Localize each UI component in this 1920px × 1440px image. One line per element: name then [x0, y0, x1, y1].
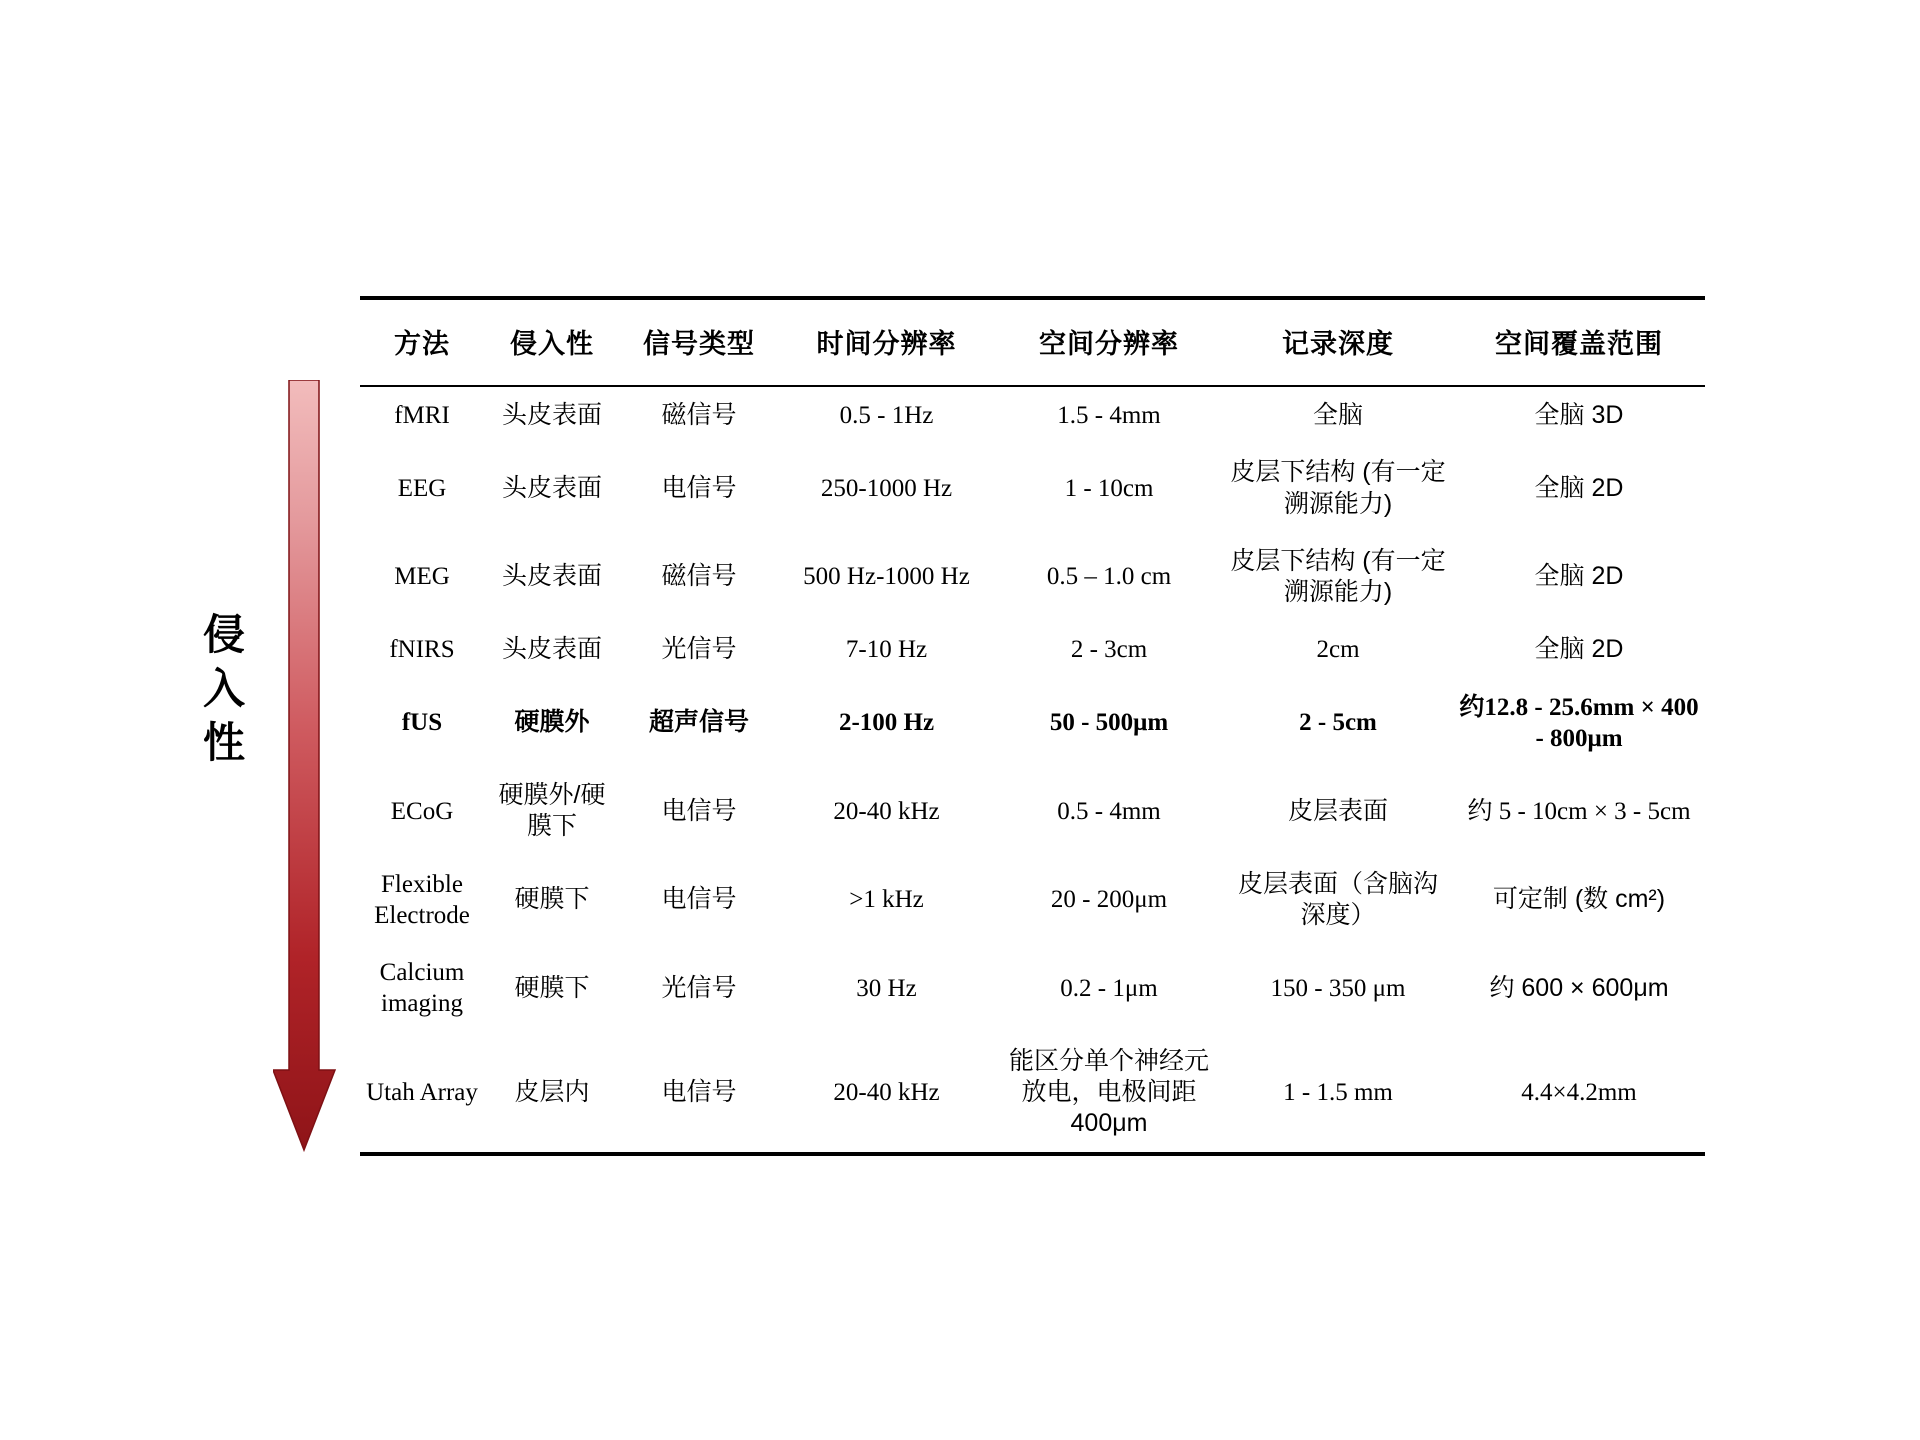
cell-method: ECoG [390, 797, 454, 825]
cell-invasiveness: 硬膜下 [514, 885, 590, 914]
cell-invasiveness: 头皮表面 [501, 562, 602, 591]
column-header-temporal-resolution: 时间分辨率 [816, 329, 957, 359]
cell-spatial-coverage: 约 600 × 600μm [1489, 973, 1669, 1002]
cell-spatial-resolution: 0.2 - 1μm [1060, 974, 1158, 1002]
cell-temporal-resolution: 2-100 Hz [838, 709, 935, 737]
comparison-table [360, 296, 1705, 1156]
cell-method: Calcium imaging [379, 959, 465, 1018]
cell-recording-depth: 皮层表面 [1287, 796, 1388, 825]
cell-invasiveness: 硬膜外/硬膜下 [498, 781, 606, 841]
cell-temporal-resolution: 20-40 kHz [833, 1078, 940, 1106]
cell-method: Utah Array [366, 1078, 478, 1106]
cell-spatial-resolution: 能区分单个神经元放电，电极间距400μm [1008, 1046, 1209, 1137]
cell-temporal-resolution: 20-40 kHz [833, 797, 940, 825]
cell-invasiveness: 头皮表面 [501, 635, 602, 664]
table-row [360, 856, 1705, 945]
table-header [360, 298, 1705, 386]
cell-spatial-resolution: 1.5 - 4mm [1057, 402, 1161, 429]
cell-temporal-resolution: 500 Hz-1000 Hz [803, 563, 970, 591]
cell-signal-type: 磁信号 [661, 401, 737, 429]
cell-temporal-resolution: 250-1000 Hz [820, 474, 953, 502]
cell-spatial-coverage: 全脑 2D [1534, 562, 1624, 591]
cell-signal-type: 磁信号 [661, 562, 737, 591]
cell-spatial-coverage: 全脑 2D [1534, 473, 1624, 502]
cell-spatial-coverage: 全脑 2D [1534, 635, 1624, 664]
cell-recording-depth: 皮层下结构 (有一定溯源能力) [1230, 458, 1446, 518]
column-header-signal-type: 信号类型 [643, 329, 755, 359]
cell-recording-depth: 皮层表面（含脑沟深度） [1237, 869, 1438, 929]
axis-label: 侵入性 [202, 613, 247, 767]
cell-recording-depth: 皮层下结构 (有一定溯源能力) [1230, 546, 1446, 606]
cell-temporal-resolution: 0.5 - 1Hz [839, 402, 934, 429]
cell-recording-depth: 全脑 [1312, 401, 1363, 429]
cell-invasiveness: 皮层内 [514, 1077, 590, 1106]
cell-spatial-resolution: 20 - 200μm [1050, 886, 1168, 914]
table-row-highlighted [360, 679, 1705, 768]
cell-spatial-resolution: 0.5 – 1.0 cm [1046, 563, 1172, 591]
cell-recording-depth: 150 - 350 μm [1270, 974, 1406, 1002]
cell-recording-depth: 2 - 5cm [1299, 709, 1377, 737]
table-header-row [360, 298, 1705, 386]
table-body [360, 386, 1705, 1154]
cell-signal-type: 电信号 [661, 885, 737, 914]
cell-method: fUS [401, 709, 443, 737]
cell-temporal-resolution: 7-10 Hz [845, 636, 928, 664]
cell-method: fMRI [394, 402, 450, 429]
cell-recording-depth: 1 - 1.5 mm [1283, 1078, 1393, 1106]
invasiveness-axis [195, 380, 355, 1160]
cell-temporal-resolution: 30 Hz [856, 974, 917, 1002]
cell-spatial-resolution: 2 - 3cm [1070, 636, 1148, 664]
column-header-spatial-coverage: 空间覆盖范围 [1495, 329, 1663, 359]
table-row [360, 1033, 1705, 1155]
cell-method: EEG [397, 474, 447, 502]
cell-spatial-coverage: 约 5 - 10cm × 3 - 5cm [1467, 797, 1691, 825]
cell-method: fNIRS [389, 636, 455, 664]
cell-spatial-resolution: 0.5 - 4mm [1057, 797, 1161, 825]
table-row [360, 621, 1705, 678]
table-row [360, 533, 1705, 622]
cell-spatial-resolution: 1 - 10cm [1064, 474, 1154, 502]
cell-spatial-coverage: 全脑 3D [1534, 401, 1624, 429]
cell-recording-depth: 2cm [1316, 636, 1360, 664]
cell-spatial-coverage: 4.4×4.2mm [1521, 1078, 1637, 1106]
cell-signal-type: 光信号 [661, 635, 737, 664]
cell-invasiveness: 头皮表面 [501, 473, 602, 502]
column-header-recording-depth: 记录深度 [1282, 329, 1394, 359]
cell-signal-type: 电信号 [661, 1077, 737, 1106]
column-header-spatial-resolution: 空间分辨率 [1039, 329, 1179, 359]
cell-invasiveness: 硬膜下 [514, 973, 590, 1002]
table-row [360, 944, 1705, 1033]
cell-method: Flexible Electrode [374, 870, 470, 929]
table-row [360, 444, 1705, 533]
table-row [360, 386, 1705, 444]
cell-temporal-resolution: >1 kHz [849, 886, 924, 914]
cell-invasiveness: 硬膜外 [514, 708, 590, 737]
column-header-invasiveness: 侵入性 [510, 329, 594, 359]
cell-invasiveness: 头皮表面 [501, 401, 602, 429]
cell-spatial-coverage: 可定制 (数 cm²) [1492, 885, 1666, 914]
cell-spatial-resolution: 50 - 500μm [1049, 709, 1169, 737]
table-row [360, 767, 1705, 856]
comparison-table-wrapper [360, 296, 1705, 1156]
cell-signal-type: 电信号 [661, 473, 737, 502]
cell-signal-type: 电信号 [661, 796, 737, 825]
downward-arrow-icon [273, 380, 343, 1160]
cell-method: MEG [394, 563, 450, 591]
cell-signal-type: 光信号 [661, 973, 737, 1002]
cell-spatial-coverage: 约12.8 - 25.6mm × 400 - 800μm [1459, 693, 1699, 752]
column-header-method: 方法 [394, 329, 450, 359]
cell-signal-type: 超声信号 [648, 708, 749, 737]
